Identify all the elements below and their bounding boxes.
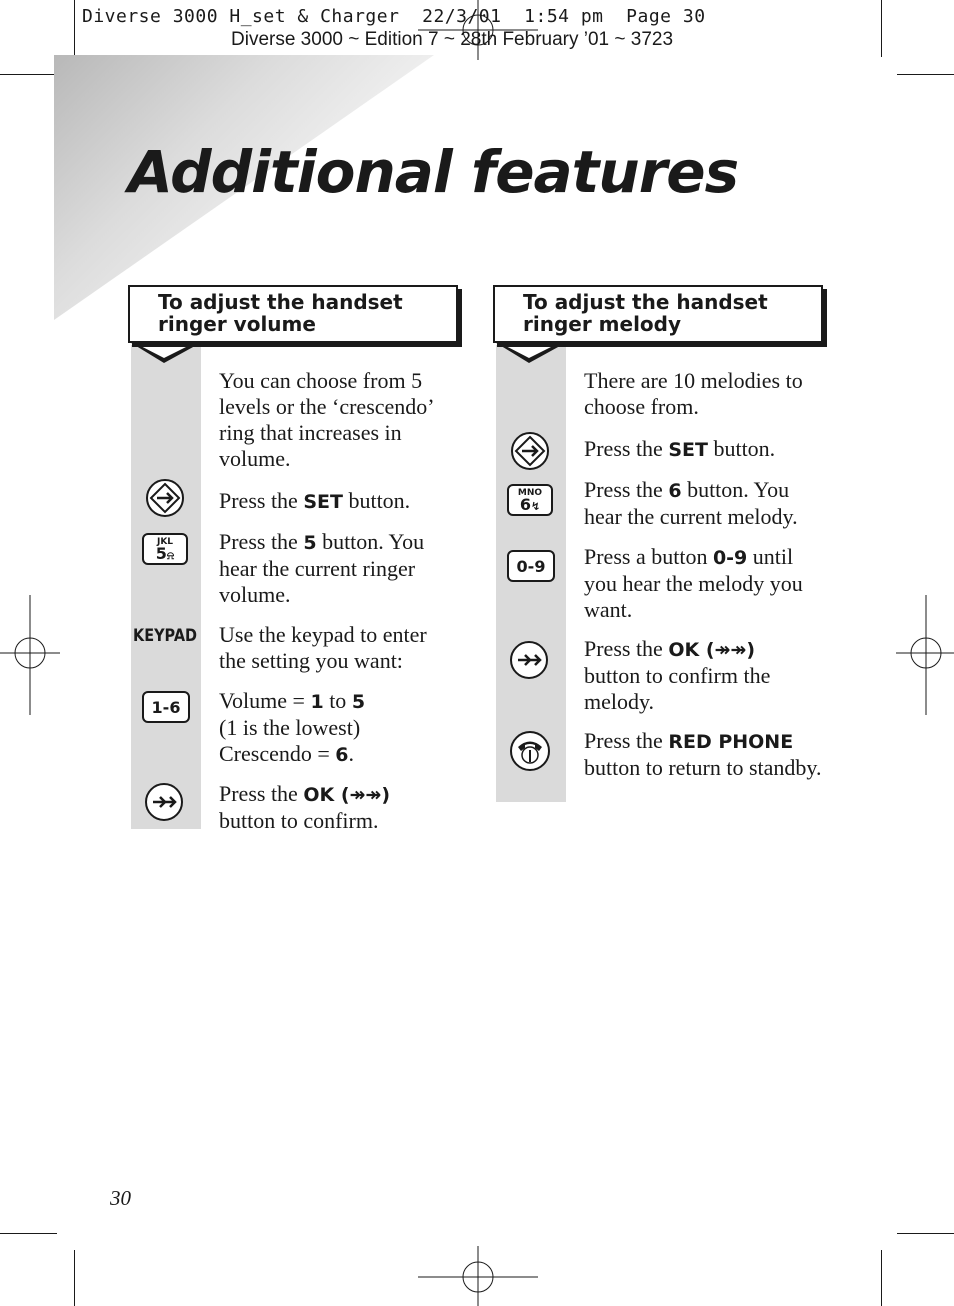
- page-title: Additional features: [128, 138, 739, 206]
- step-text: to: [323, 688, 352, 713]
- section-ringer-melody: [493, 285, 828, 805]
- crop-mark: [74, 1250, 75, 1306]
- registration-mark-bottom: [418, 1246, 538, 1306]
- step-set: [584, 436, 824, 463]
- section-header: [493, 285, 823, 343]
- key-6-icon: [507, 484, 553, 516]
- key-name: 6: [668, 480, 682, 502]
- step-text: button to return to standby.: [584, 755, 822, 780]
- step-text: Press the: [219, 781, 304, 806]
- step-text: button to confirm the melody.: [584, 663, 771, 714]
- lowest-note: (1 is the lowest): [219, 715, 361, 740]
- intro-body: There are 10 melodies to choose from.: [584, 368, 803, 419]
- step-text: Press the: [219, 529, 304, 554]
- range-0-9-icon: 0-9: [507, 550, 555, 582]
- registration-mark-right: [896, 595, 954, 715]
- page-number: 30: [110, 1186, 131, 1210]
- key-digit-wrap: [155, 544, 175, 563]
- key-digit: 6: [519, 495, 531, 514]
- step-text: Press the: [584, 477, 669, 502]
- key-name: 6: [335, 744, 349, 766]
- crop-mark: [897, 74, 954, 75]
- volume-line: [219, 688, 459, 715]
- edition-line: Diverse 3000 ~ Edition 7 ~ 28th February ’01 ~ 3723: [231, 29, 674, 50]
- intro-body: You can choose from 5 levels or the ‘crescendo’ ring that increases in volume.: [219, 368, 433, 471]
- step-red-phone: [584, 728, 824, 781]
- step-text: button. You hear the current ringer volume.: [219, 529, 425, 607]
- key-5-icon: [142, 533, 188, 565]
- range-1-6-icon: 1-6: [142, 691, 190, 723]
- key-name: SET: [303, 491, 343, 513]
- step-text: button. You hear the current melody.: [584, 477, 798, 529]
- crop-mark: [0, 1233, 57, 1234]
- intro-text: [219, 368, 459, 472]
- header-pointer: [128, 341, 208, 367]
- crop-mark: [897, 1233, 954, 1234]
- key-name: SET: [668, 439, 708, 461]
- step-text: Press the: [219, 488, 304, 513]
- keypad-label: KEYPAD: [133, 626, 197, 646]
- icon-strip: [131, 345, 201, 829]
- step-text: until you hear the melody you want.: [584, 544, 803, 622]
- volume-icon: ↯: [530, 500, 541, 513]
- crop-mark: [0, 74, 57, 75]
- red-phone-icon: [508, 729, 552, 773]
- step-ok: [219, 781, 459, 834]
- step-volume-values: [219, 688, 459, 768]
- key-letters: MNO: [517, 488, 543, 498]
- step-text: button.: [707, 436, 776, 461]
- crescendo-line: [219, 741, 459, 768]
- section-heading: To adjust the handset ringer volume: [158, 290, 403, 336]
- crop-mark: [881, 1250, 882, 1306]
- crop-mark: [74, 0, 75, 57]
- key-name: 5: [351, 691, 366, 713]
- step-text: Press a button: [584, 544, 713, 569]
- step-ok: [584, 636, 824, 715]
- step-key-6: [584, 477, 824, 530]
- section-ringer-volume: [128, 285, 463, 845]
- header-pointer: [493, 341, 573, 367]
- key-name: 5: [303, 532, 317, 554]
- step-text: Volume =: [219, 688, 311, 713]
- key-letters: JKL: [156, 537, 174, 547]
- key-name: RED PHONE: [668, 731, 794, 753]
- step-text: button to confirm.: [219, 808, 379, 833]
- step-text: .: [348, 741, 354, 766]
- section-header: [128, 285, 458, 343]
- step-key-range: [584, 544, 824, 623]
- key-name: OK (↠↠): [303, 784, 391, 806]
- key-digit-wrap: [519, 495, 541, 514]
- key-name: OK (↠↠): [668, 639, 756, 661]
- intro-text: [584, 368, 824, 420]
- ok-button-icon: [508, 639, 550, 681]
- step-text: button.: [342, 488, 411, 513]
- step-text: Press the: [584, 436, 669, 461]
- step-set: [219, 488, 459, 515]
- set-button-icon: [144, 477, 186, 519]
- section-heading: To adjust the handset ringer melody: [523, 290, 768, 336]
- bell-icon: ⍾: [166, 549, 175, 562]
- step-text: Press the: [584, 636, 669, 661]
- print-slug: Diverse 3000 H_set & Charger 22/3/01 1:54 pm Page 30: [82, 6, 706, 27]
- ok-button-icon: [143, 781, 185, 823]
- step-keypad: Use the keypad to enter the setting you want:: [219, 622, 427, 673]
- key-name: 1: [310, 691, 324, 713]
- set-button-icon: [509, 430, 551, 472]
- crop-mark: [881, 0, 882, 57]
- step-text: Press the: [584, 728, 669, 753]
- key-digit: 5: [155, 544, 167, 563]
- step-key-5: [219, 529, 459, 608]
- key-name: 0-9: [712, 547, 748, 569]
- registration-mark-left: [0, 595, 60, 715]
- step-text: Crescendo =: [219, 741, 336, 766]
